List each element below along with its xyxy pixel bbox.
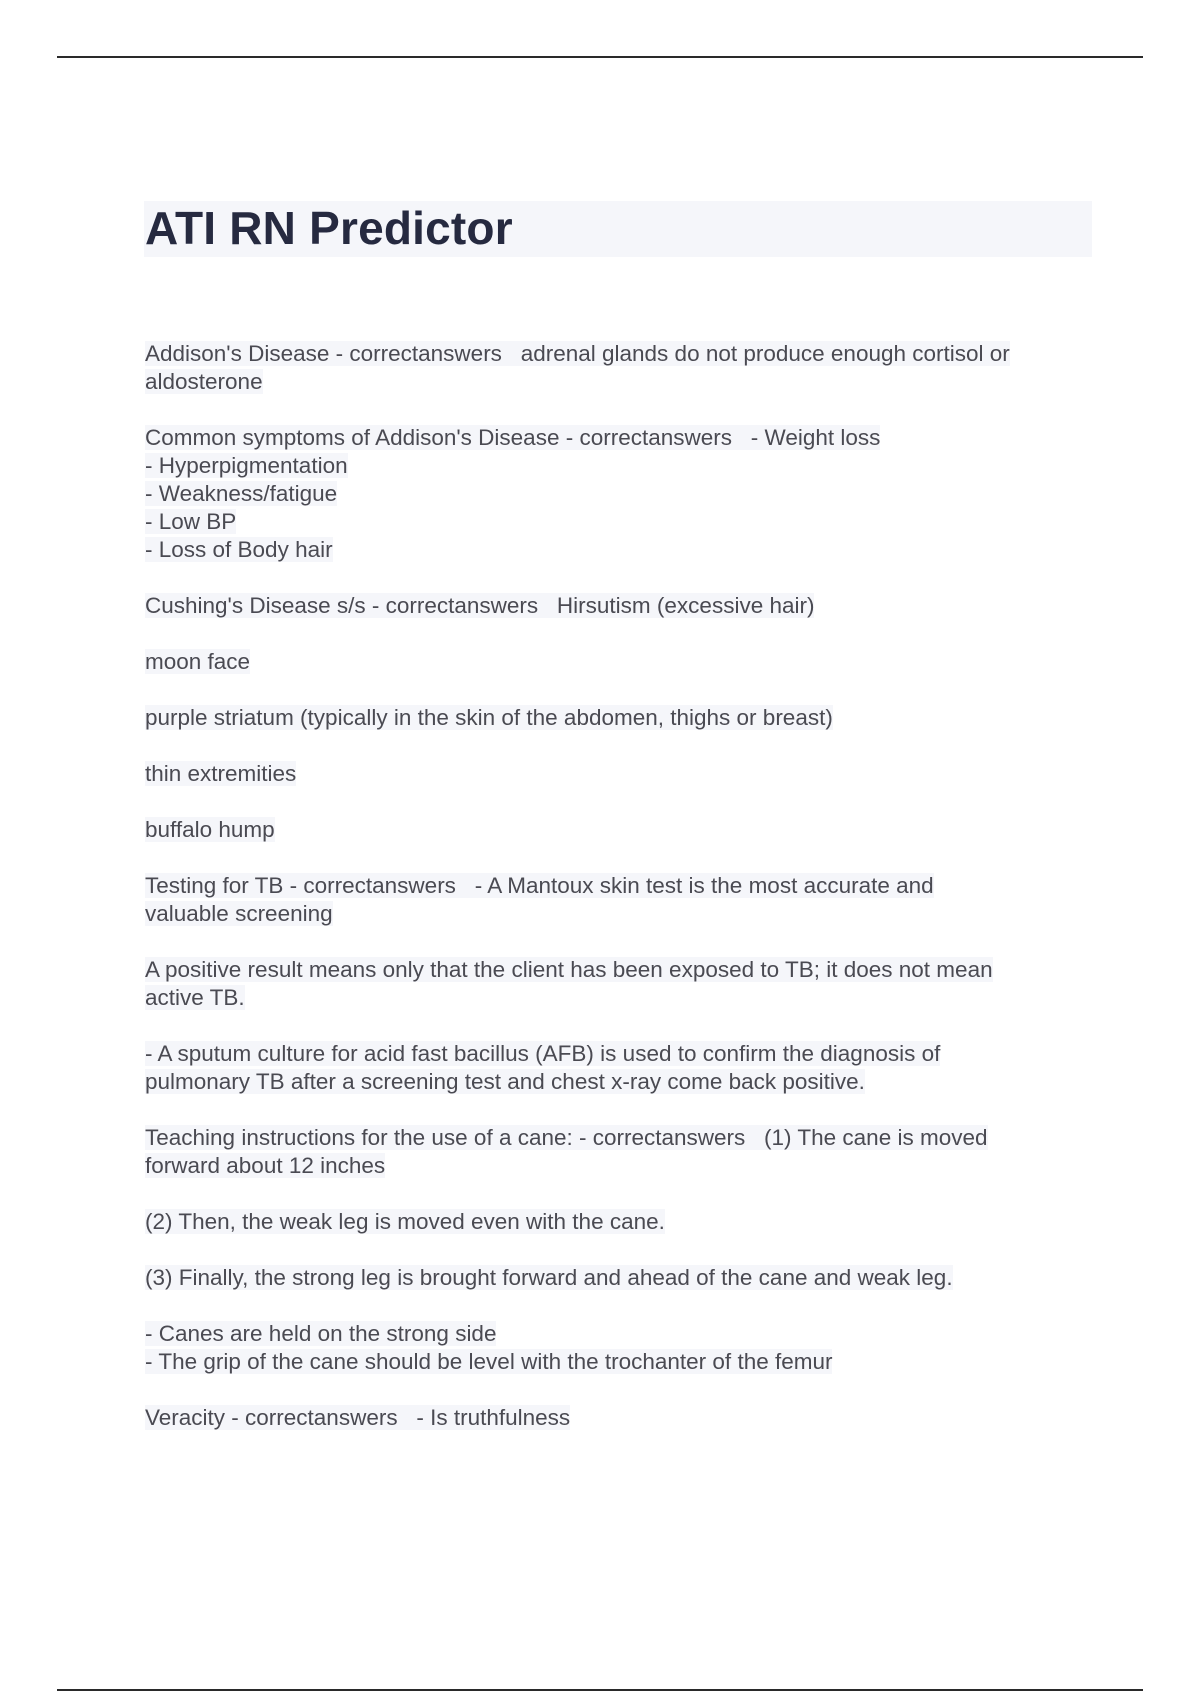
text-line: - Weakness/fatigue — [145, 481, 338, 506]
text-line: - Loss of Body hair — [145, 537, 333, 562]
paragraph-buffalo-hump — [145, 816, 1105, 844]
paragraph-addisons-symptoms — [145, 424, 1105, 564]
text-line: aldosterone — [145, 369, 263, 394]
paragraph-cane-instructions — [145, 1124, 1105, 1180]
text-line: A positive result means only that the client has been exposed to TB; it does not mean — [145, 957, 993, 982]
text-line: valuable screening — [145, 901, 333, 926]
text-line: buffalo hump — [145, 817, 275, 842]
paragraph-veracity — [145, 1404, 1105, 1432]
paragraph-cane-notes — [145, 1320, 1105, 1376]
text-line: pulmonary TB after a screening test and chest x-ray come back positive. — [145, 1069, 865, 1094]
document-body — [145, 340, 1105, 1460]
paragraph-tb-testing — [145, 872, 1105, 928]
text-line: Addison's Disease - correctanswers adrenal glands do not produce enough cortisol or — [145, 341, 1010, 366]
paragraph-sputum-culture — [145, 1040, 1105, 1096]
bottom-rule — [57, 1689, 1143, 1691]
text-line: - The grip of the cane should be level with the trochanter of the femur — [145, 1349, 833, 1374]
text-line: Common symptoms of Addison's Disease - correctanswers - Weight loss — [145, 425, 881, 450]
text-line: - Canes are held on the strong side — [145, 1321, 497, 1346]
text-line: Testing for TB - correctanswers - A Mantoux skin test is the most accurate and — [145, 873, 934, 898]
paragraph-cushings — [145, 592, 1105, 620]
paragraph-cane-step-3 — [145, 1264, 1105, 1292]
text-line: - Low BP — [145, 509, 237, 534]
text-line: Cushing's Disease s/s - correctanswers Hirsutism (excessive hair) — [145, 593, 815, 618]
text-line: moon face — [145, 649, 251, 674]
paragraph-purple-striatum — [145, 704, 1105, 732]
paragraph-moon-face — [145, 648, 1105, 676]
paragraph-addisons-definition — [145, 340, 1105, 396]
text-line: Teaching instructions for the use of a cane: - correctanswers (1) The cane is moved — [145, 1125, 988, 1150]
paragraph-thin-extremities — [145, 760, 1105, 788]
text-line: - Hyperpigmentation — [145, 453, 348, 478]
text-line: purple striatum (typically in the skin of the abdomen, thighs or breast) — [145, 705, 833, 730]
text-line: - A sputum culture for acid fast bacillus (AFB) is used to confirm the diagnosis of — [145, 1041, 941, 1066]
text-line: Veracity - correctanswers - Is truthfulness — [145, 1405, 571, 1430]
paragraph-tb-positive-result — [145, 956, 1105, 1012]
text-line: (2) Then, the weak leg is moved even with the cane. — [145, 1209, 665, 1234]
text-line: forward about 12 inches — [145, 1153, 386, 1178]
top-rule — [57, 56, 1143, 58]
text-line: thin extremities — [145, 761, 297, 786]
text-line: (3) Finally, the strong leg is brought forward and ahead of the cane and weak leg. — [145, 1265, 953, 1290]
text-line: active TB. — [145, 985, 245, 1010]
paragraph-cane-step-2 — [145, 1208, 1105, 1236]
document-title: ATI RN Predictor — [145, 202, 513, 254]
